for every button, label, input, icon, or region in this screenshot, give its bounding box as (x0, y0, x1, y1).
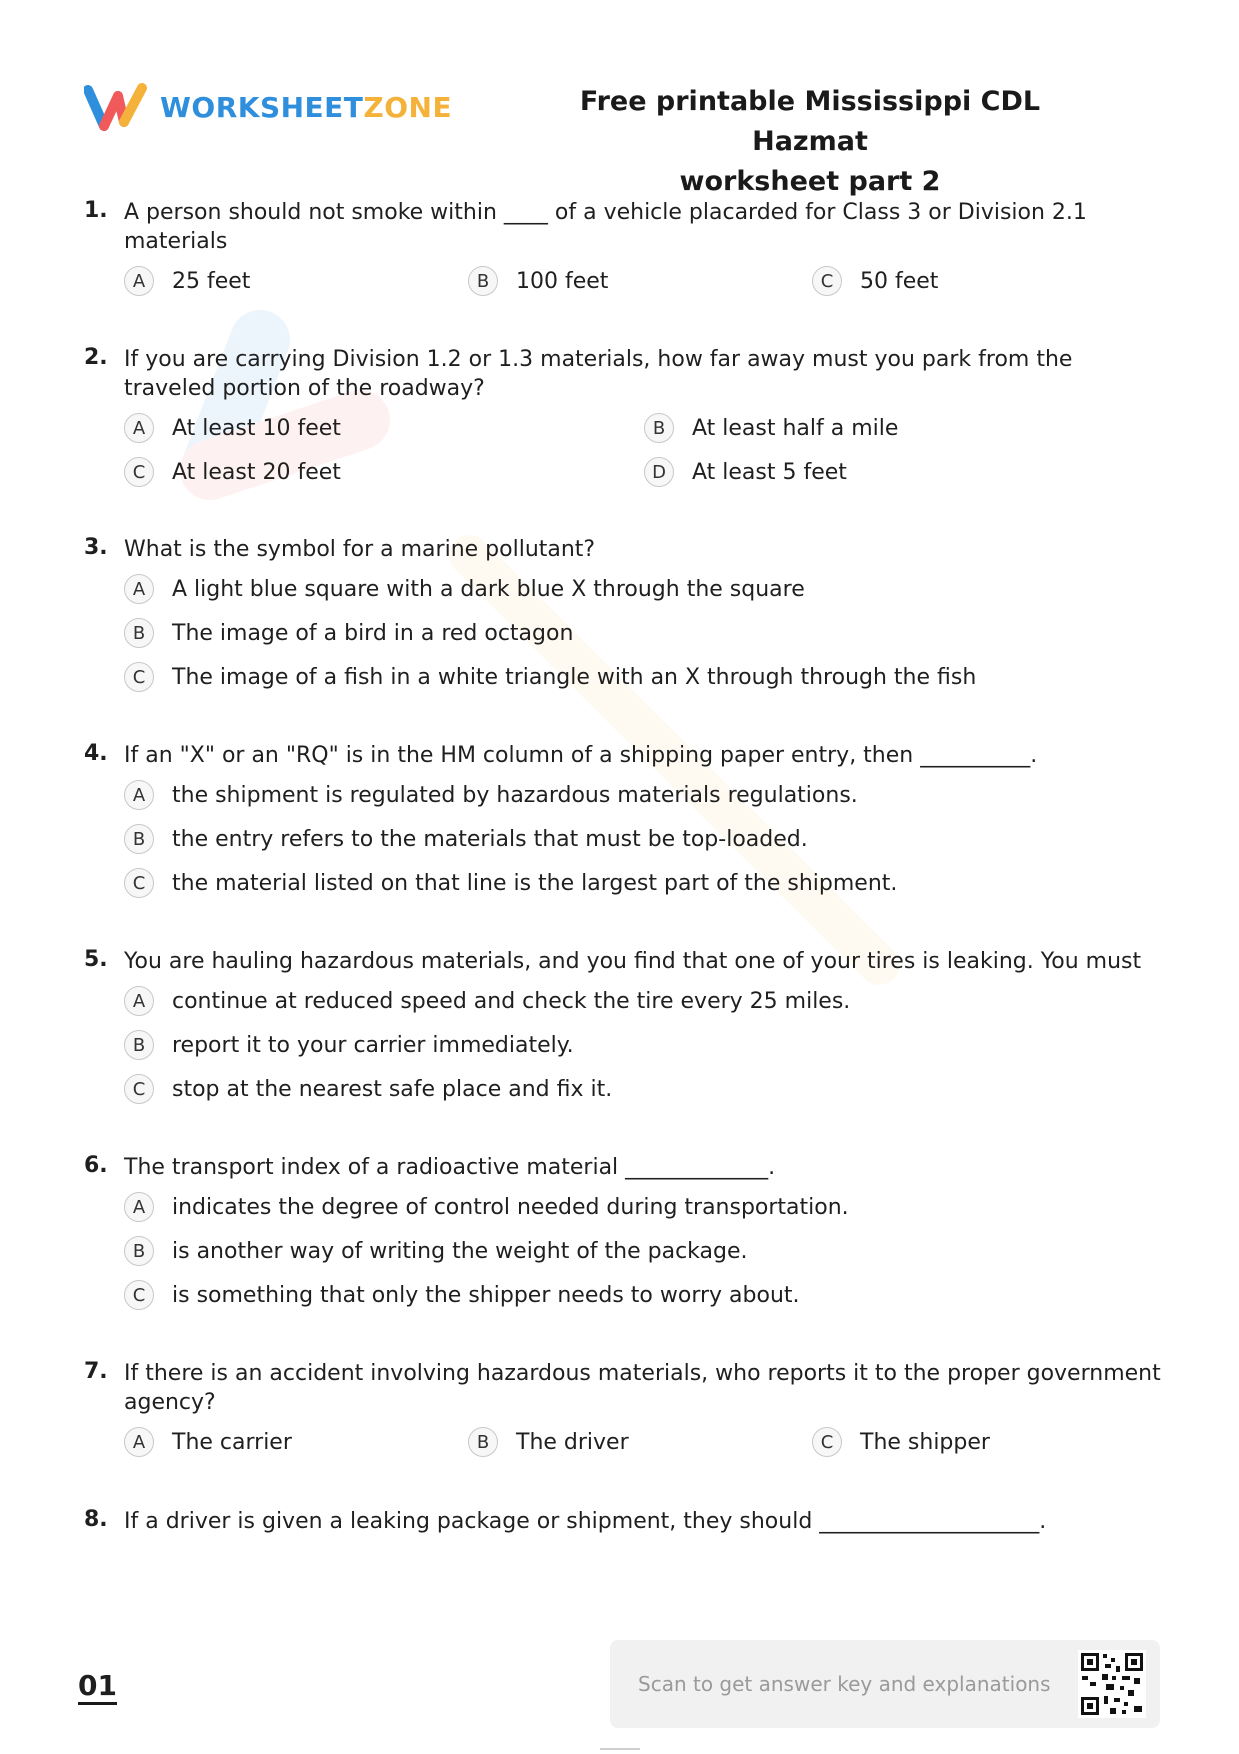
option-d[interactable] (644, 457, 1164, 487)
question-8 (84, 1507, 1164, 1536)
option-letter-circle: A (124, 266, 154, 296)
question-number: 4. (84, 741, 108, 766)
option-letter-circle: B (644, 413, 674, 443)
option-text: At least 10 feet (172, 415, 341, 441)
option-c[interactable] (812, 266, 1156, 296)
option-letter-circle: B (124, 1030, 154, 1060)
option-text: the entry refers to the materials that must be top-loaded. (172, 826, 808, 852)
option-letter-circle: C (124, 457, 154, 487)
option-text: is another way of writing the weight of the package. (172, 1238, 748, 1264)
question-text: What is the symbol for a marine pollutant? (124, 537, 596, 562)
option-a[interactable] (124, 780, 858, 810)
question-number: 3. (84, 535, 108, 560)
option-text: 50 feet (860, 268, 939, 294)
divider (600, 1748, 640, 1750)
option-letter-circle: B (124, 618, 154, 648)
option-text: At least 5 feet (692, 459, 847, 485)
option-text: The driver (516, 1429, 629, 1455)
worksheetzone-logo-icon (84, 82, 150, 132)
option-letter-circle: C (124, 662, 154, 692)
question-number: 6. (84, 1153, 108, 1178)
scan-text: Scan to get answer key and explanations (638, 1672, 1051, 1696)
option-letter-circle: B (124, 824, 154, 854)
option-b[interactable] (124, 824, 808, 854)
option-text: The shipper (860, 1429, 990, 1455)
question-text: A person should not smoke within ____ of a vehicle placarded for Class 3 or Division 2.1 materials (124, 200, 1087, 254)
option-letter-circle: B (468, 1427, 498, 1457)
option-text: continue at reduced speed and check the tire every 25 miles. (172, 988, 851, 1014)
option-c[interactable] (124, 662, 976, 692)
question-text: The transport index of a radioactive material _____________. (124, 1155, 776, 1180)
question-text: If a driver is given a leaking package or shipment, they should ____________________. (124, 1509, 1047, 1534)
option-a[interactable] (124, 266, 468, 296)
option-text: 100 feet (516, 268, 609, 294)
option-letter-circle: C (124, 868, 154, 898)
option-text: The image of a fish in a white triangle with an X through through the fish (172, 664, 977, 690)
question-number: 7. (84, 1359, 108, 1384)
option-text: At least 20 feet (172, 459, 341, 485)
option-c[interactable] (124, 1074, 612, 1104)
option-b[interactable] (124, 1030, 574, 1060)
option-b[interactable] (124, 618, 573, 648)
option-a[interactable] (124, 986, 850, 1016)
option-text: the material listed on that line is the largest part of the shipment. (172, 870, 898, 896)
option-letter-circle: C (812, 266, 842, 296)
question-text: You are hauling hazardous materials, and you find that one of your tires is leaking. You must (124, 949, 1142, 974)
option-text: is something that only the shipper needs to worry about. (172, 1282, 800, 1308)
option-b[interactable] (468, 266, 812, 296)
option-letter-circle: D (644, 457, 674, 487)
option-letter-circle: B (468, 266, 498, 296)
option-letter-circle: A (124, 780, 154, 810)
option-letter-circle: A (124, 413, 154, 443)
option-letter-circle: C (124, 1074, 154, 1104)
option-b[interactable] (644, 413, 1164, 443)
option-text: A light blue square with a dark blue X through the square (172, 576, 805, 602)
page-title (530, 82, 1090, 202)
question-text: If an "X" or an "RQ" is in the HM column of a shipping paper entry, then __________. (124, 743, 1038, 768)
option-text: 25 feet (172, 268, 251, 294)
question-4 (84, 741, 1164, 912)
option-c[interactable] (124, 457, 644, 487)
option-text: The carrier (172, 1429, 292, 1455)
option-text: stop at the nearest safe place and fix it. (172, 1076, 613, 1102)
option-letter-circle: A (124, 1192, 154, 1222)
option-text: The image of a bird in a red octagon (172, 620, 574, 646)
answer-key-scan-box[interactable] (610, 1640, 1160, 1728)
option-text: At least half a mile (692, 415, 899, 441)
question-7 (84, 1359, 1164, 1471)
option-c[interactable] (124, 1280, 800, 1310)
question-5 (84, 947, 1164, 1118)
question-text: If there is an accident involving hazardous materials, who reports it to the proper government agency? (124, 1361, 1161, 1415)
question-number: 5. (84, 947, 108, 972)
option-text: indicates the degree of control needed during transportation. (172, 1194, 849, 1220)
question-number: 8. (84, 1507, 108, 1532)
option-b[interactable] (124, 1236, 748, 1266)
question-number: 2. (84, 345, 108, 370)
option-c[interactable] (124, 868, 897, 898)
question-text: If you are carrying Division 1.2 or 1.3 materials, how far away must you park from the traveled portion of the roadway? (124, 347, 1073, 401)
option-a[interactable] (124, 1192, 849, 1222)
option-a[interactable] (124, 413, 644, 443)
qr-code-icon[interactable] (1078, 1650, 1146, 1718)
option-text: report it to your carrier immediately. (172, 1032, 574, 1058)
question-3 (84, 535, 1164, 706)
option-letter-circle: A (124, 1427, 154, 1457)
option-letter-circle: C (812, 1427, 842, 1457)
option-a[interactable] (124, 1427, 468, 1457)
logo-text: WORKSHEETZONE (160, 90, 453, 124)
question-number: 1. (84, 198, 108, 223)
logo (84, 82, 452, 132)
option-letter-circle: B (124, 1236, 154, 1266)
option-letter-circle: A (124, 986, 154, 1016)
page-number: 01 (78, 1670, 117, 1705)
option-c[interactable] (812, 1427, 1156, 1457)
option-b[interactable] (468, 1427, 812, 1457)
question-2 (84, 345, 1164, 501)
question-1 (84, 198, 1164, 310)
title-line-2: worksheet part 2 (679, 166, 941, 197)
option-letter-circle: A (124, 574, 154, 604)
question-6 (84, 1153, 1164, 1324)
title-line-1: Free printable Mississippi CDL Hazmat (579, 86, 1041, 157)
option-letter-circle: C (124, 1280, 154, 1310)
option-text: the shipment is regulated by hazardous materials regulations. (172, 782, 858, 808)
option-a[interactable] (124, 574, 805, 604)
